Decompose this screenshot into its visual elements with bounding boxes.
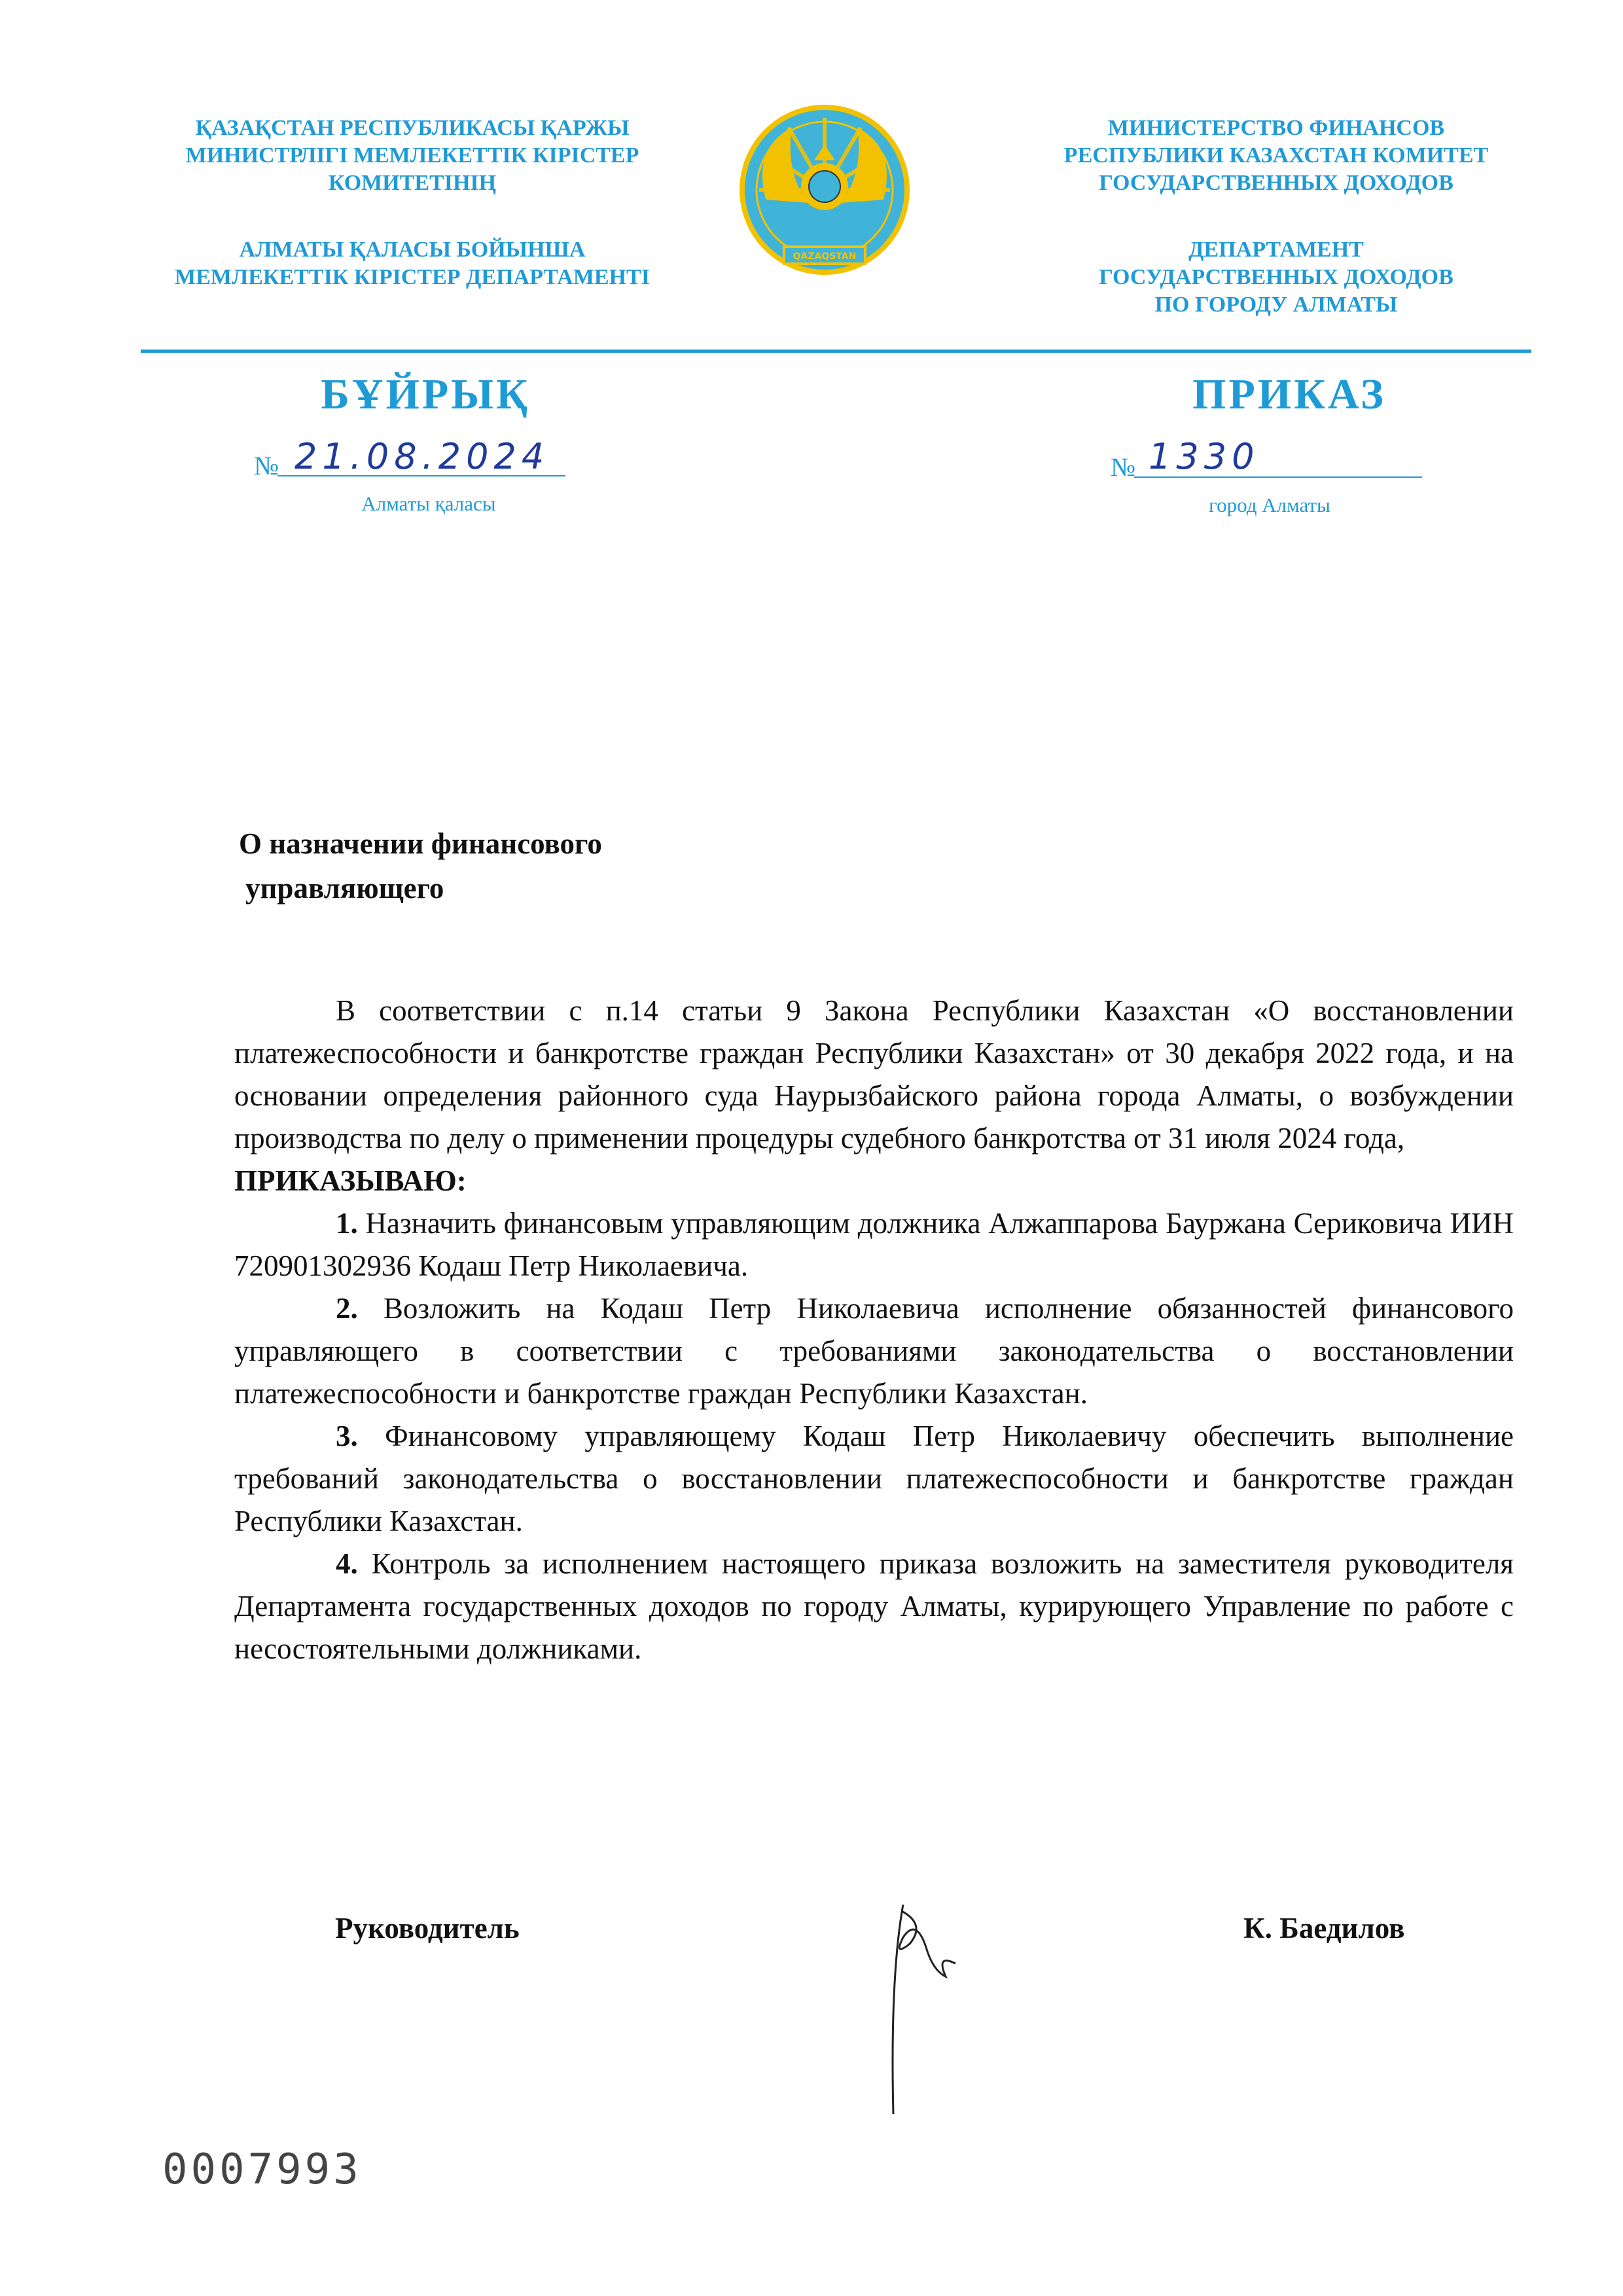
item-1-text: Назначить финансовым управляющим должника Алжаппарова Бауржана Сериковича ИИН 720901302936 Кодаш Петр Николаевича. — [234, 1207, 1514, 1282]
item-3-text: Финансовому управляющему Кодаш Петр Николаевичу обеспечить выполнение требований законодательства о восстановлении платежеспособности и банкротстве граждан Республики Казахстан. — [234, 1420, 1514, 1537]
subject-line-1: О назначении финансового — [239, 827, 602, 860]
city-kz: Алматы қаласы — [361, 492, 496, 515]
handwritten-signature — [864, 1898, 975, 2124]
left-dept-line-1: АЛМАТЫ ҚАЛАСЫ БОЙЫНША — [239, 238, 586, 262]
right-org-line-3: ГОСУДАРСТВЕННЫХ ДОХОДОВ — [1099, 171, 1454, 195]
item-2-text: Возложить на Кодаш Петр Николаевича исполнение обязанностей финансового управляющего в соответствии с требованиями законодательства о восстановлении платежеспособности и банкротстве граждан Республики Казахстан. — [234, 1292, 1514, 1410]
left-org-line-3: КОМИТЕТІНІҢ — [328, 171, 497, 195]
order-subject — [239, 821, 828, 910]
item-1-num: 1. — [336, 1207, 358, 1240]
signatory-position: Руководитель — [335, 1912, 520, 1945]
right-org-line-2: РЕСПУБЛИКИ КАЗАХСТАН КОМИТЕТ — [1063, 143, 1489, 168]
left-org-line-2: МИНИСТРЛІГІ МЕМЛЕКЕТТІК КІРІСТЕР — [185, 143, 639, 168]
left-dept-line-2: МЕМЛЕКЕТТІК КІРІСТЕР ДЕПАРТАМЕНТІ — [175, 265, 650, 289]
right-dept-line-3: ПО ГОРОДУ АЛМАТЫ — [1154, 293, 1398, 317]
item-4-num: 4. — [336, 1547, 358, 1580]
order-title-kz: БҰЙРЫҚ — [321, 370, 530, 418]
item-4 — [234, 1543, 1514, 1670]
item-3-num: 3. — [336, 1420, 358, 1452]
item-2 — [234, 1287, 1514, 1415]
item-1 — [234, 1202, 1514, 1287]
order-word: ПРИКАЗЫВАЮ: — [234, 1164, 467, 1197]
subject-line-2: управляющего — [245, 872, 444, 905]
preamble: В соответствии с п.14 статьи 9 Закона Республики Казахстан «О восстановлении платежеспособности и банкротстве граждан Республики Казахстан» от 30 декабря 2022 года, и на основании определения районного суда Наурызбайского района города Алматы, о возбуждении производства по делу о применении процедуры судебного банкротства от 31 июля 2024 года, — [234, 994, 1514, 1155]
header-left — [124, 115, 700, 291]
right-dept-line-1: ДЕПАРТАМЕНТ — [1188, 238, 1364, 262]
number-sign-right: № — [1111, 452, 1136, 482]
handwritten-number: 1330 — [1149, 436, 1260, 477]
item-3 — [234, 1415, 1514, 1543]
order-body — [234, 990, 1514, 1670]
emblem-text: QAZAQSTAN — [793, 251, 857, 262]
serial-number: 0007993 — [162, 2145, 362, 2194]
left-org-line-1: ҚАЗАҚСТАН РЕСПУБЛИКАСЫ ҚАРЖЫ — [195, 116, 630, 140]
item-2-num: 2. — [336, 1292, 358, 1325]
header-right — [1021, 115, 1531, 319]
handwritten-date: 21.08.2024 — [294, 436, 550, 477]
right-org-line-1: МИНИСТЕРСТВО ФИНАНСОВ — [1107, 116, 1445, 140]
signatory-name: К. Баедилов — [1243, 1912, 1405, 1945]
state-emblem — [740, 82, 910, 308]
city-ru: город Алматы — [1209, 493, 1330, 516]
order-title-ru: ПРИКАЗ — [1192, 370, 1386, 418]
item-4-text: Контроль за исполнением настоящего приказа возложить на заместителя руководителя Департамента государственных доходов по городу Алматы, курирующего Управление по работе с несостоятельными должниками. — [234, 1547, 1514, 1665]
number-sign-left: № — [254, 451, 279, 480]
right-dept-line-2: ГОСУДАРСТВЕННЫХ ДОХОДОВ — [1099, 265, 1454, 289]
header-divider — [141, 350, 1531, 353]
